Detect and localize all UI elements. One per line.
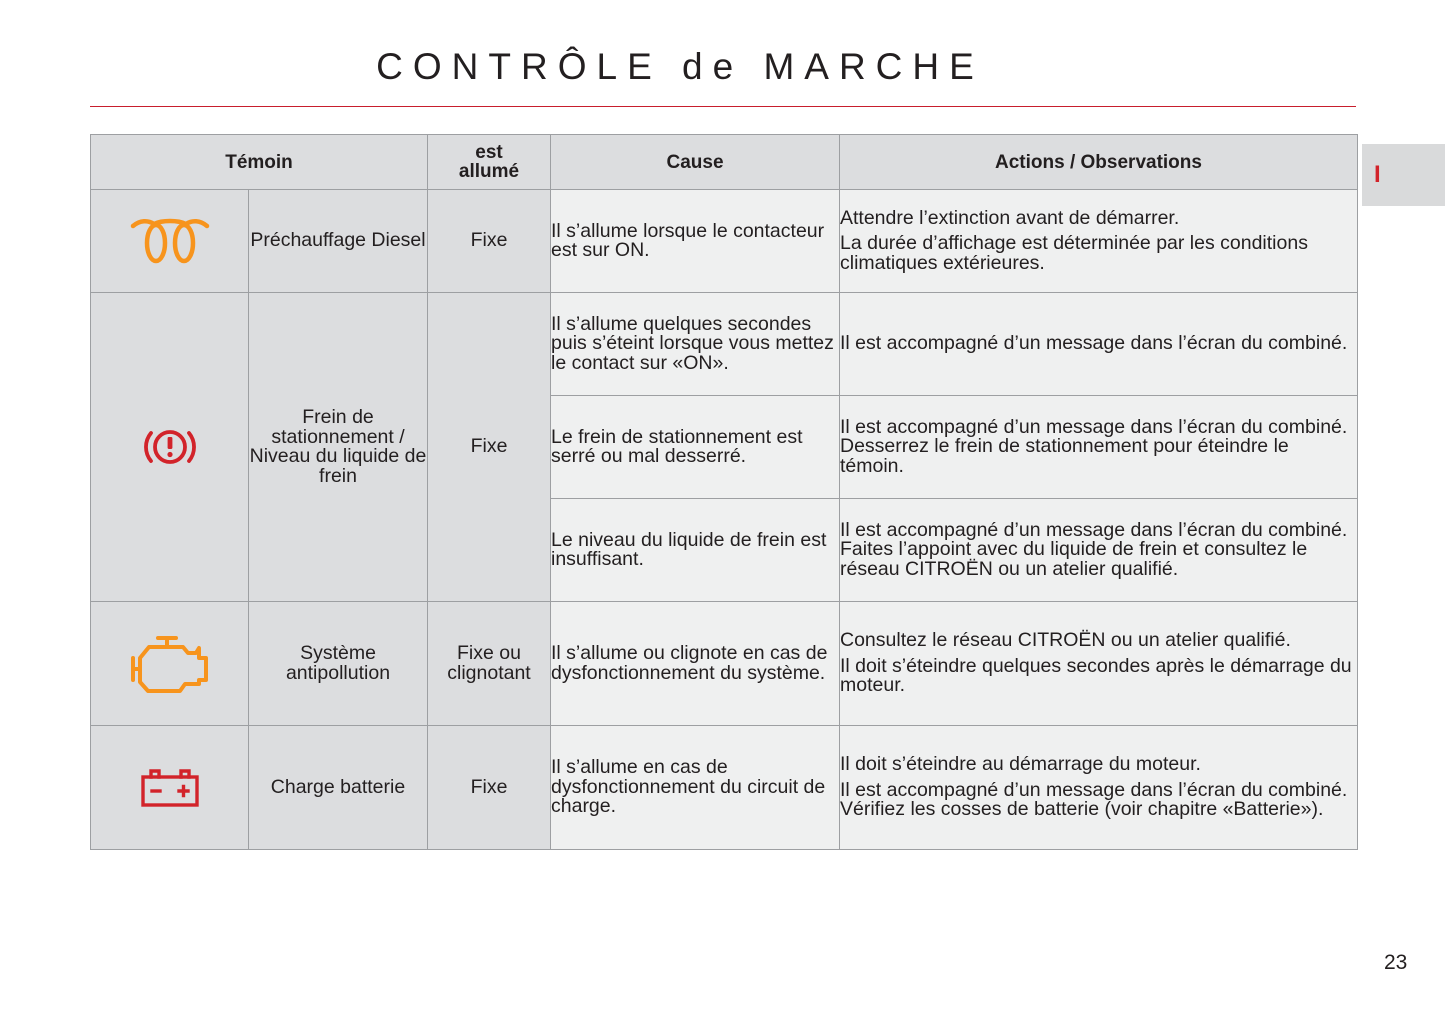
page-title: CONTRÔLE de MARCHE [376,46,984,87]
table-row [91,726,1358,850]
row-action: Il est accompagné d’un message dans l’écran du combiné. Faites l’appoint avec du liquide de frein et consultez le réseau CITROËN ou un atelier qualifié. [840,499,1358,602]
action-paragraph: Il doit s’éteindre au démarrage du moteur. [840,753,1201,776]
title-divider [90,106,1356,107]
row-name: Système antipollution [249,602,428,726]
action-paragraph: Consultez le réseau CITROËN ou un atelier qualifié. [840,629,1291,652]
table-header-row [91,135,1358,190]
row-state: Fixe [428,293,551,602]
warning-lights-table [90,134,1358,850]
section-tab[interactable]: I [1362,144,1445,206]
action-paragraph: Attendre l’extinction avant de démarrer. [840,206,1180,229]
header-actions: Actions / Observations [840,135,1358,190]
header-cause: Cause [551,135,840,190]
table-row [91,602,1358,726]
row-name: Frein de stationnement / Niveau du liquide de frein [249,293,428,602]
row-cause: Le niveau du liquide de frein est insuffisant. [551,499,840,602]
row-action [840,602,1358,726]
row-action: Il est accompagné d’un message dans l’écran du combiné. Desserrez le frein de stationnement pour éteindre le témoin. [840,396,1358,499]
row-name: Charge batterie [249,726,428,850]
row-state: Fixe ou clignotant [428,602,551,726]
icon-cell [91,726,249,850]
icon-cell [91,602,249,726]
glow-plug-coil-icon [130,216,210,266]
header-est-allume [428,135,551,190]
header-est-allume-line2: allumé [458,161,520,182]
action-paragraph: La durée d’affichage est déterminée par les conditions climatiques extérieures. [840,232,1308,274]
row-cause: Il s’allume ou clignote en cas de dysfonctionnement du système. [551,602,840,726]
header-temoin: Témoin [91,135,428,190]
header-est-allume-line1: est [475,142,503,163]
row-cause: Il s’allume lorsque le contacteur est sur ON. [551,190,840,293]
brake-warning-icon [140,424,200,470]
row-action [840,726,1358,850]
row-cause: Le frein de stationnement est serré ou mal desserré. [551,396,840,499]
table-row [91,190,1358,293]
row-cause: Il s’allume en cas de dysfonctionnement du circuit de charge. [551,726,840,850]
icon-cell [91,190,249,293]
row-state: Fixe [428,190,551,293]
table-row [91,293,1358,396]
engine-check-icon [130,634,210,694]
icon-cell [91,293,249,602]
battery-icon [140,768,200,808]
row-cause: Il s’allume quelques secondes puis s’éteint lorsque vous mettez le contact sur «ON». [551,293,840,396]
action-paragraph: Il doit s’éteindre quelques secondes après le démarrage du moteur. [840,654,1352,697]
row-state: Fixe [428,726,551,850]
action-paragraph: Il est accompagné d’un message dans l’écran du combiné. Vérifiez les cosses de batterie (voir chapitre «Batterie»). [840,778,1348,821]
row-action [840,190,1358,293]
row-action: Il est accompagné d’un message dans l’écran du combiné. [840,293,1358,396]
row-name: Préchauffage Diesel [249,190,428,293]
page-number: 23 [1384,951,1408,974]
